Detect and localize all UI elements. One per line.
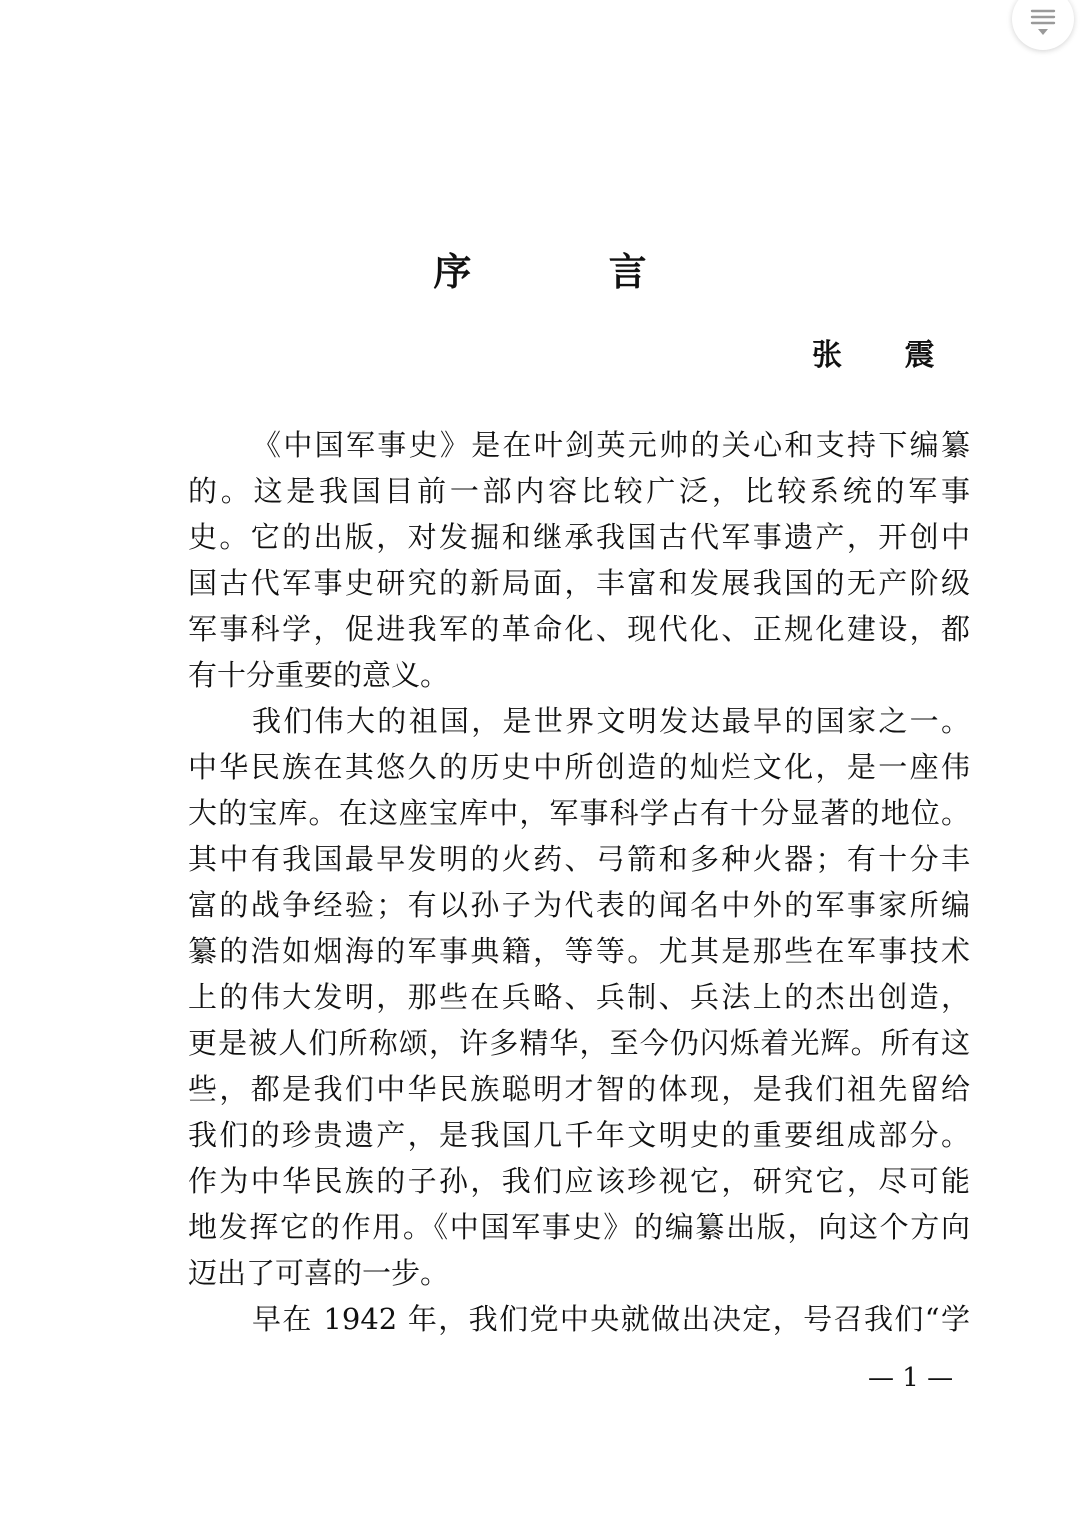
text-line: 上的伟大发明，那些在兵略、兵制、兵法上的杰出创造， [188,980,970,1014]
text-line: 我们的珍贵遗产，是我国几千年文明史的重要组成部分。 [188,1118,970,1152]
menu-button[interactable] [1012,0,1074,50]
text-line: 我们伟大的祖国，是世界文明发达最早的国家之一。 [252,704,970,738]
text-line: 纂的浩如烟海的军事典籍，等等。尤其是那些在军事技术 [188,934,970,968]
menu-lines-icon [1030,8,1056,38]
text-line: 中华民族在其悠久的历史中所创造的灿烂文化，是一座伟 [188,750,970,784]
text-line: 富的战争经验；有以孙子为代表的闻名中外的军事家所编 [188,888,970,922]
text-line: 大的宝库。在这座宝库中，军事科学占有十分显著的地位。 [188,796,970,830]
text-line: 其中有我国最早发明的火药、弓箭和多种火器；有十分丰 [188,842,970,876]
text-line: 史。它的出版，对发掘和继承我国古代军事遗产，开创中 [188,520,970,554]
body-text [188,422,970,1342]
text-line: 《中国军事史》是在叶剑英元帅的关心和支持下编纂 [252,428,970,462]
page-title: 序 言 [433,249,709,294]
text-line: 的。这是我国目前一部内容比较广泛，比较系统的军事 [188,474,970,508]
text-line: 国古代军事史研究的新局面，丰富和发展我国的无产阶级 [188,566,970,600]
text-line: 更是被人们所称颂，许多精华，至今仍闪烁着光辉。所有这 [188,1026,970,1060]
paragraph [188,698,970,1296]
paragraph [188,422,970,698]
text-line: 些，都是我们中华民族聪明才智的体现，是我们祖先留给 [188,1072,970,1106]
text-line: 地发挥它的作用。《中国军事史》的编纂出版，向这个方向 [188,1210,970,1244]
text-line: 迈出了可喜的一步。 [188,1256,450,1290]
text-line: 军事科学，促进我军的革命化、现代化、正规化建设，都 [188,612,970,646]
page-number: — 1 — [868,1363,954,1393]
paragraph [188,1296,970,1342]
text-line: 作为中华民族的子孙，我们应该珍视它，研究它，尽可能 [188,1164,970,1198]
text-line: 有十分重要的意义。 [188,658,450,692]
text-line: 早在 1942 年，我们党中央就做出决定，号召我们“学 [252,1302,970,1336]
author-name: 张 震 [812,338,961,373]
